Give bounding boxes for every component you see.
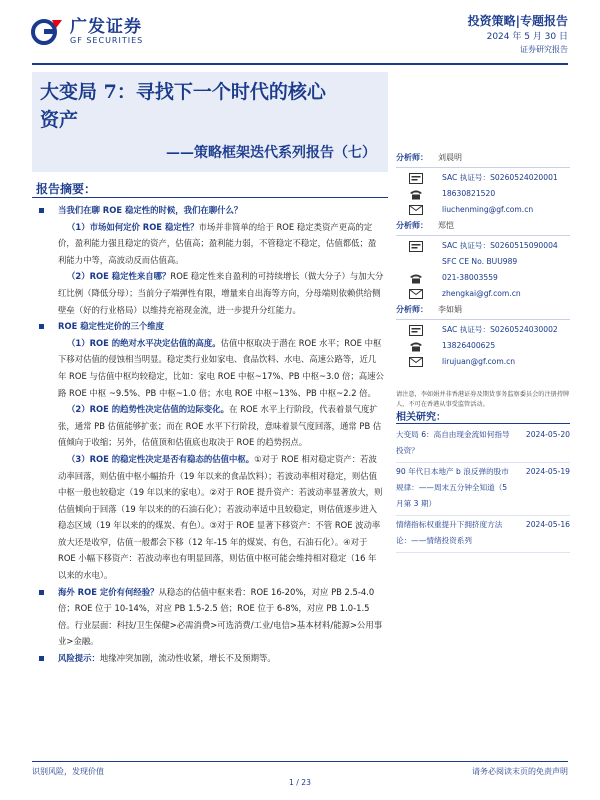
related-research-list — [396, 426, 570, 553]
brand-name-en: GF SECURITIES — [70, 36, 144, 45]
title-banner — [32, 72, 388, 172]
report-subtitle: ——策略框架迭代系列报告（七） — [166, 145, 376, 161]
footer-disclaimer-note: 请务必阅读末页的免责声明 — [472, 767, 568, 776]
para-d1: （1）ROE 的绝对水平决定估值的高度。估值中枢取决于潜在 ROE 水平；ROE 中枢下移对估值的侵蚀相当明显。稳定类行业如家电、食品饮料、水电、高速公路等，近几年 ROE 与估值中枢均较稳定，比如：家电 ROE 中枢~17%、PB 中枢~3.0 倍；高速公路 ROE 中枢 ~9.5%、PB 中枢~1.0 倍；水电 ROE 中枢~13%、PB 中枢~2.2 倍。 — [58, 337, 384, 398]
abstract-divider — [32, 197, 388, 198]
analyst-disclaimer: 请注意，李如娟并非香港证券及期货事务监察委员会的注册持牌人，不可在香港从事受监管活动。 — [396, 391, 570, 408]
footer-slogan: 识别风险，发现价值 — [32, 767, 104, 776]
report-type: 投资策略|专题报告 — [467, 14, 568, 28]
page-number: 1 / 23 — [289, 778, 311, 787]
certificate-icon — [404, 325, 428, 336]
report-date: 2024 年 5 月 30 日 — [486, 32, 568, 42]
related-research-heading: 相关研究： — [396, 412, 446, 423]
certificate-icon — [404, 173, 428, 184]
header-divider — [32, 63, 568, 65]
bullet-main-question: 当我们在聊 ROE 稳定性的时候，我们在聊什么？ — [36, 202, 384, 219]
report-title-line1: 大变局 7：寻找下一个时代的核心 — [40, 81, 326, 103]
analyst-name: 刘晨明 — [438, 153, 462, 162]
brand-name-cn: 广发证券 — [70, 17, 142, 37]
bullet-dimensions: ROE 稳定性定价的三个维度 — [36, 318, 384, 335]
email-icon — [404, 289, 428, 299]
list-item[interactable]: 大变局 6：高自由现金流如何指导投资？ 2024-05-20 — [396, 426, 570, 463]
list-item[interactable]: 情绪指标权重提升下拥挤度方法论：——情绪投资系列 2024-05-16 — [396, 516, 570, 553]
phone-icon — [404, 341, 428, 352]
analyst-block — [396, 150, 570, 218]
para-q2: （2）ROE 稳定性来自哪？ROE 稳定性来自盈利的可持续增长（做大分子）与加大分红比例（降低分母）；当前分子端弹性有限，增量来自出海等方向，分母端则依赖供给侧壁垒（好的行业格局）以维持充裕现金流，进一步提升分红能力。 — [58, 271, 384, 315]
analyst-label: 分析师： — [396, 221, 428, 230]
report-title-line2: 资产 — [40, 109, 79, 131]
analyst-cert: SAC 执证号：S0260515090004 — [442, 241, 558, 250]
analyst-block — [396, 218, 570, 302]
para-q1: （1）市场如何定价 ROE 稳定性？市场并非简单的给于 ROE 稳定类资产更高的定价，盈利能力强且稳定的资产，估值高；盈利能力弱，不管稳定不稳定，估值都低；盈利能力中等，高波动反而估值高。 — [58, 221, 377, 265]
abstract-heading: 报告摘要： — [36, 182, 97, 196]
bullet-risk: 风险提示：地缘冲突加剧，流动性收紧，增长不及预期等。 — [36, 650, 384, 667]
abstract-body — [36, 202, 384, 667]
certificate-icon — [404, 241, 428, 252]
analyst-email[interactable]: liuchenming@gf.com.cn — [442, 205, 534, 214]
gf-logo-icon — [30, 18, 64, 46]
analyst-cert: SAC 执证号：S0260524030002 — [442, 325, 558, 334]
related-divider — [396, 423, 570, 424]
analyst-block — [396, 302, 570, 370]
analyst-email[interactable]: zhengkai@gf.com.cn — [442, 289, 521, 298]
analyst-phone: 021-38003559 — [442, 273, 498, 282]
analyst-name: 李如娟 — [438, 305, 462, 314]
phone-icon — [404, 189, 428, 200]
analyst-sfc: SFC CE No. BUU989 — [442, 257, 518, 266]
analyst-label: 分析师： — [396, 305, 428, 314]
analyst-name: 郑恺 — [438, 221, 454, 230]
analyst-cert: SAC 执证号：S0260524020001 — [442, 173, 558, 182]
analyst-phone: 18630821520 — [442, 189, 496, 198]
email-icon — [404, 357, 428, 367]
list-item[interactable]: 90 年代日本地产 b 浪反弹的股市规律：——周末五分钟全知道（5 月第 3 期） 2024-05-19 — [396, 463, 570, 516]
bullet-overseas: 海外 ROE 定价有何经验？从稳态的估值中枢来看：ROE 16-20%，对应 PB 2.5-4.0 倍；ROE 位于 10-14%，对应 PB 1.5-2.5 倍；ROE 位于 6-8%，对应 PB 1.0-1.5 倍。行业层面：科技/卫生保健>必需消费>可选消费/工业/电信>基本材料/能源>公用事业>金融。 — [36, 584, 384, 650]
para-d3: （3）ROE 的稳定性决定是否有稳态的估值中枢。①对于 ROE 相对稳定资产：若波动率回落，则估值中枢小幅抬升（19 年以来的食品饮料）；若波动率相对稳定，则估值中枢一般也较稳定（19 年以来的家电）。②对于 ROE 提升资产：若波动率显著放大，则估值倾向于回落（19 年以来的的石油石化）；若波动率适中且较稳定，则估值逐步进入稳态区域（19 年以来的的煤炭、有色）。③对于 ROE 显著下移资产：不管 ROE 波动率放大还是收窄，估值一般都会下移（12 年-15 年的煤炭、有色，石油石化）。④对于 ROE 小幅下移资产：若波动率也有明显回落，则估值中枢可能会维持相对稳定（16 年以来的水电）。 — [58, 453, 383, 581]
report-header — [468, 12, 568, 56]
report-dept: 证券研究报告 — [520, 45, 568, 54]
footer-divider — [32, 761, 568, 762]
email-icon — [404, 205, 428, 215]
analyst-phone: 13826400625 — [442, 341, 496, 350]
brand-logo — [30, 18, 143, 46]
analyst-panel — [396, 150, 570, 370]
phone-icon — [404, 273, 428, 284]
analyst-email[interactable]: lirujuan@gf.com.cn — [442, 357, 516, 366]
para-d2: （2）ROE 的趋势性决定估值的边际变化。在 ROE 水平上行阶段，代表着景气度扩张，通常 PB 估值能够扩张；而在 ROE 水平下行阶段，意味着景气度回落，通常 PB 估值倾向于收缩；另外，估值顶和估值底也取决于 ROE 的趋势拐点。 — [58, 404, 382, 448]
analyst-label: 分析师： — [396, 153, 428, 162]
